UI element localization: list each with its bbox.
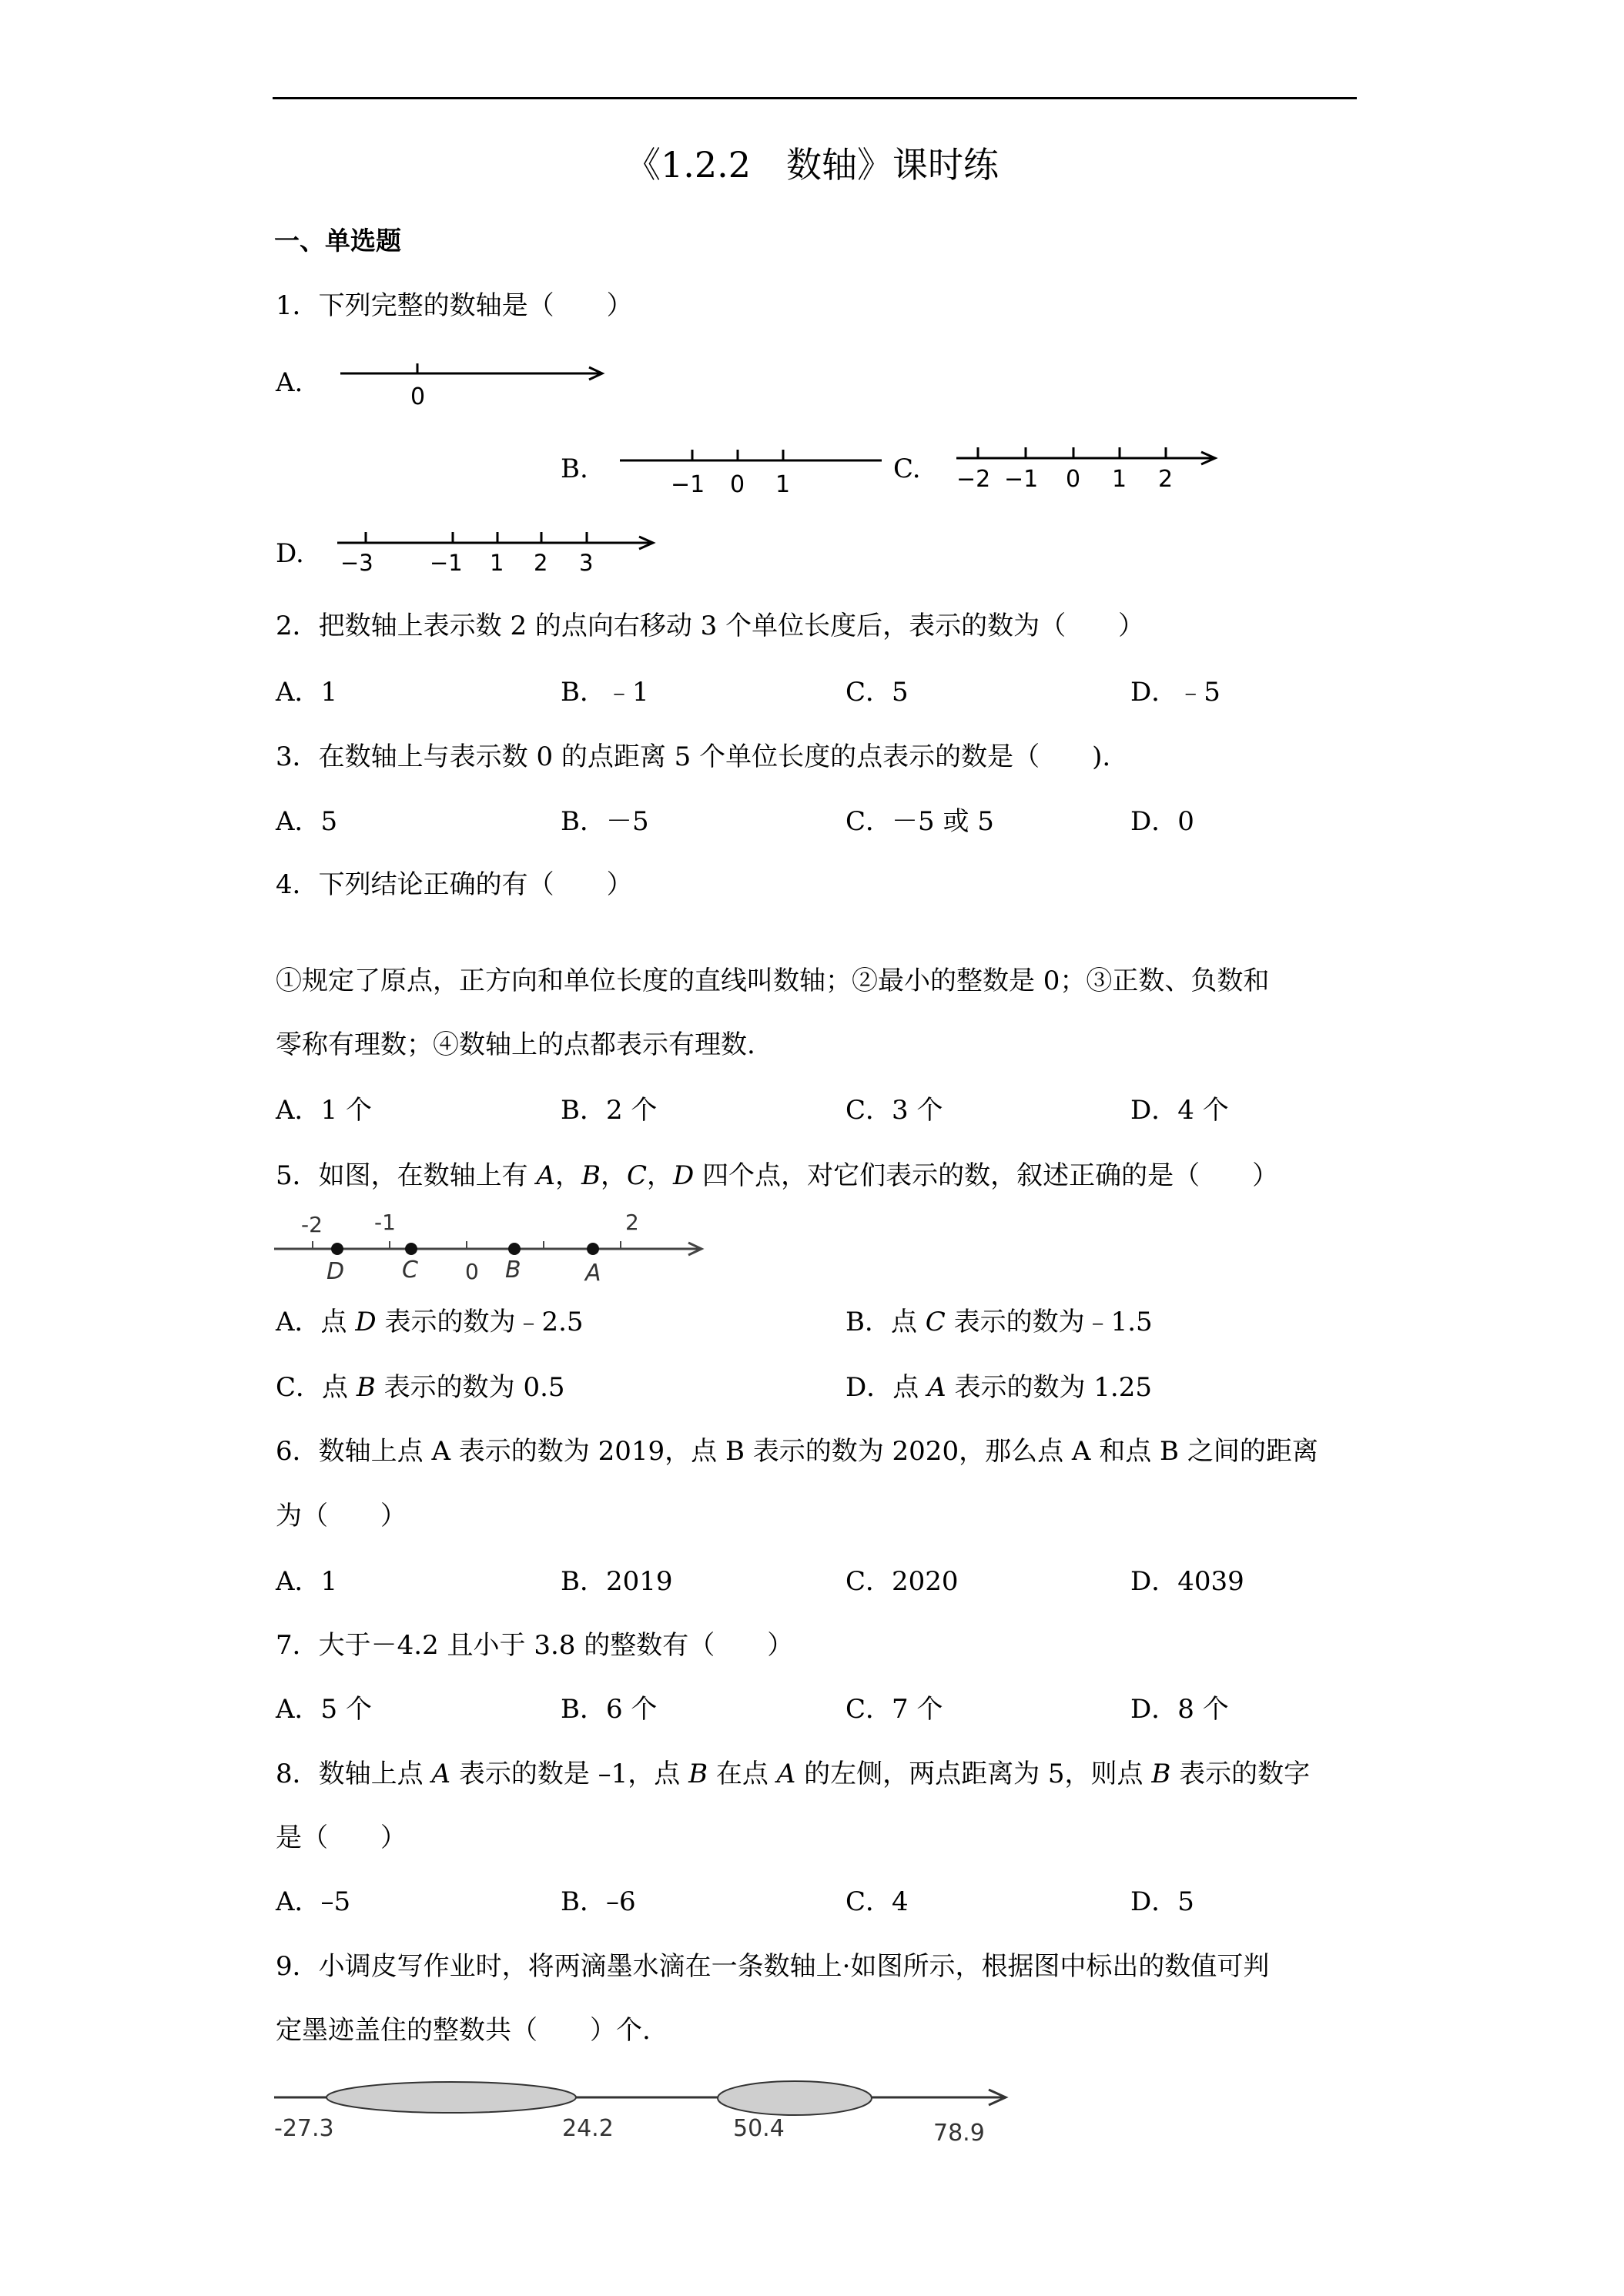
q1d-tick-label: −1 — [430, 550, 463, 576]
q1b-tick-label: −1 — [671, 471, 705, 498]
q4-option: B．2 个 — [561, 1095, 658, 1126]
q8-option: D．5 — [1130, 1886, 1194, 1917]
q5-option-d: D．点 A 表示的数为 1.25 — [845, 1372, 1152, 1403]
q3-stem: 3．在数轴上与表示数 0 的点距离 5 个单位长度的点表示的数是（ ). — [276, 741, 1111, 772]
q2-option: C．5 — [845, 677, 909, 708]
q6-stem-line: 为（ ） — [276, 1501, 407, 1531]
q1-axis-a — [331, 350, 616, 412]
q9-ink-number-line-figure — [274, 2063, 1021, 2164]
q1c-tick-label: 2 — [1158, 466, 1174, 493]
q1d-tick-label: −3 — [340, 550, 373, 576]
q5-option-c: C．点 B 表示的数为 0.5 — [276, 1372, 565, 1403]
q1-axis-c — [949, 435, 1234, 497]
q5-option-b: B．点 C 表示的数为﹣1.5 — [845, 1307, 1153, 1337]
q6-stem-line: 6．数轴上点 A 表示的数为 2019，点 B 表示的数为 2020，那么点 A 和点 B 之间的距离 — [276, 1436, 1318, 1467]
q1d-tick-label: 3 — [579, 550, 594, 576]
q4-option: C．3 个 — [845, 1095, 943, 1126]
q4-statement-line: 零称有理数；④数轴上的点都表示有理数. — [276, 1029, 755, 1060]
q8-stem-line: 8．数轴上点 A 表示的数是 –1，点 B 在点 A 的左侧，两点距离为 5，则点 B 表示的数字 — [276, 1759, 1311, 1789]
q1-stem: 1．下列完整的数轴是（ ） — [276, 290, 633, 321]
q6-option: C．2020 — [845, 1566, 959, 1597]
q5-option-a: A．点 D 表示的数为﹣2.5 — [276, 1307, 584, 1337]
q1c-tick-label: −2 — [956, 466, 991, 493]
q5-tick-label: -2 — [301, 1212, 323, 1237]
q9-stem-line: 定墨迹盖住的整数共（ ）个. — [276, 2015, 651, 2046]
point-b: B — [581, 1160, 601, 1191]
q8-option: A．–5 — [276, 1886, 351, 1917]
q3-option: A．5 — [276, 806, 338, 837]
q2-option: D．﹣5 — [1130, 677, 1221, 708]
point-d: D — [673, 1160, 695, 1191]
q9-stem-line: 9．小调皮写作业时，将两滴墨水滴在一条数轴上·如图所示，根据图中标出的数值可判 — [276, 1951, 1270, 1982]
q6-option: A．1 — [276, 1566, 338, 1597]
q8-option: B．–6 — [561, 1886, 636, 1917]
q1-option-a-label: A. — [276, 367, 303, 398]
q7-stem: 7．大于－4.2 且小于 3.8 的整数有（ ） — [276, 1630, 794, 1661]
point-b-dot — [508, 1243, 521, 1255]
q1-option-d-label: D. — [276, 538, 304, 569]
q4-statement-line: ①规定了原点，正方向和单位长度的直线叫数轴；②最小的整数是 0；③正数、负数和 — [276, 966, 1270, 996]
q8-option: C．4 — [845, 1886, 909, 1917]
q2-option: A．1 — [276, 677, 338, 708]
q5-tick-label: -1 — [374, 1210, 396, 1235]
q1-axis-d — [331, 520, 670, 581]
q5-stem: 5．如图，在数轴上有 A，B，C，D 四个点，对它们表示的数，叙述正确的是（ ） — [276, 1160, 1279, 1191]
q1c-tick-label: −1 — [1004, 466, 1039, 493]
q2-option: B．﹣1 — [561, 677, 649, 708]
point-c: C — [627, 1160, 648, 1191]
q4-stem: 4．下列结论正确的有（ ） — [276, 869, 633, 900]
q4-option: D．4 个 — [1130, 1095, 1229, 1126]
q2-stem: 2．把数轴上表示数 2 的点向右移动 3 个单位长度后，表示的数为（ ） — [276, 611, 1145, 641]
q5-tick-label: 0 — [465, 1259, 479, 1284]
point-d-label: D — [326, 1258, 345, 1285]
q9-value-label: 78.9 — [933, 2120, 985, 2147]
ink-blot-right — [718, 2081, 872, 2115]
q6-option: D．4039 — [1130, 1566, 1244, 1597]
q9-value-label: -27.3 — [274, 2115, 334, 2142]
page-title: 《1.2.2 数轴》课时练 — [624, 144, 1000, 186]
q1a-tick-label: 0 — [410, 383, 426, 410]
q1c-tick-label: 1 — [1112, 466, 1127, 493]
q1-option-b-label: B. — [561, 454, 588, 484]
q7-option: C．7 个 — [845, 1694, 943, 1725]
q7-option: A．5 个 — [276, 1694, 372, 1725]
q7-option: D．8 个 — [1130, 1694, 1229, 1725]
q1-option-c-label: C. — [893, 454, 921, 484]
q6-option: B．2019 — [561, 1566, 673, 1597]
point-a-label: A — [585, 1260, 601, 1287]
q1c-tick-label: 0 — [1066, 466, 1081, 493]
q5-tick-label: 2 — [625, 1210, 639, 1235]
ink-blot-left — [326, 2082, 576, 2113]
q3-option: C．－5 或 5 — [845, 806, 994, 837]
q3-option: D．0 — [1130, 806, 1194, 837]
point-d-dot — [331, 1243, 343, 1255]
q1b-tick-label: 1 — [775, 471, 791, 498]
point-c-label: C — [402, 1257, 418, 1284]
q9-value-label: 50.4 — [733, 2115, 785, 2142]
q9-value-label: 24.2 — [562, 2115, 614, 2142]
q5-number-line-figure — [274, 1205, 713, 1290]
q3-option: B．－5 — [561, 806, 649, 837]
point-c-dot — [405, 1243, 417, 1255]
header-rule — [273, 97, 1357, 99]
q7-option: B．6 个 — [561, 1694, 658, 1725]
q1b-tick-label: 0 — [730, 471, 745, 498]
point-a: A — [536, 1160, 556, 1191]
point-a-dot — [587, 1243, 599, 1255]
q1-axis-b — [612, 439, 897, 500]
section-heading: 一、单选题 — [274, 226, 401, 256]
point-b-label: B — [505, 1257, 521, 1284]
q4-option: A．1 个 — [276, 1095, 372, 1126]
q1d-tick-label: 1 — [490, 550, 504, 576]
q1d-tick-label: 2 — [534, 550, 548, 576]
q8-stem-line: 是（ ） — [276, 1822, 407, 1853]
